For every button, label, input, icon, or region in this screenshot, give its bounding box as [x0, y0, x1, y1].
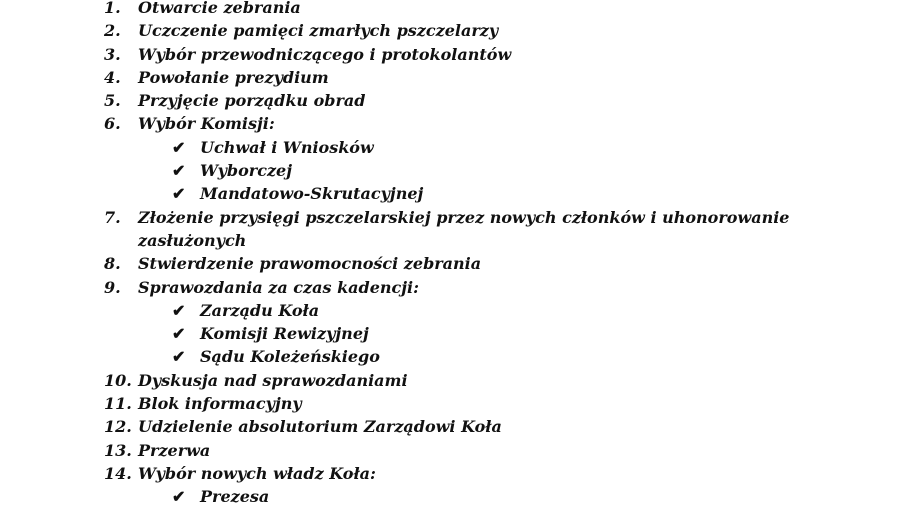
item-number: 7.	[104, 207, 121, 227]
item-text: Dyskusja nad sprawozdaniami	[138, 370, 408, 390]
checkmark-icon: ✔	[172, 347, 186, 367]
item-text: Przerwa	[138, 440, 211, 460]
checkmark-icon: ✔	[172, 300, 186, 320]
sub-item	[0, 345, 900, 368]
item-number: 1.	[104, 0, 121, 17]
sub-item-text: Komisji Rewizyjnej	[200, 324, 369, 344]
item-number: 13.	[104, 440, 132, 460]
item-text: Stwierdzenie prawomocności zebrania	[138, 254, 482, 274]
agenda-item-7	[0, 206, 900, 229]
agenda-item-10	[0, 369, 900, 392]
item-text-line-1: Złożenie przysięgi pszczelarskiej przez nowych członków i uhonorowanie	[138, 207, 790, 227]
sub-item	[0, 322, 900, 345]
sub-item	[0, 299, 900, 322]
item-text: Przyjęcie porządku obrad	[138, 91, 366, 111]
agenda-item-4	[0, 66, 900, 89]
item-number: 9.	[104, 277, 121, 297]
item-number: 14.	[104, 463, 132, 483]
sub-item	[0, 485, 900, 508]
sub-item-text: Mandatowo-Skrutacyjnej	[200, 184, 424, 204]
agenda-item-11	[0, 392, 900, 415]
agenda-item-6	[0, 112, 900, 135]
item-number: 10.	[104, 370, 132, 390]
sub-item-text: Zarządu Koła	[200, 300, 320, 320]
item-text: Otwarcie zebrania	[138, 0, 301, 17]
agenda-item-7-continued	[0, 229, 900, 252]
item-text: Blok informacyjny	[138, 394, 302, 414]
sub-item-text: Prezesa	[200, 487, 270, 507]
sub-item	[0, 136, 900, 159]
agenda-item-13	[0, 439, 900, 462]
item-number: 11.	[104, 394, 132, 414]
item-number: 5.	[104, 91, 121, 111]
agenda-item-9	[0, 276, 900, 299]
item-number: 6.	[104, 114, 121, 134]
checkmark-icon: ✔	[172, 324, 186, 344]
agenda-item-14	[0, 462, 900, 485]
item-number: 12.	[104, 417, 132, 437]
item-text: Wybór przewodniczącego i protokolantów	[138, 44, 512, 64]
item-text: Sprawozdania za czas kadencji:	[138, 277, 420, 297]
item-text: Uczczenie pamięci zmarłych pszczelarzy	[138, 21, 499, 41]
checkmark-icon: ✔	[172, 487, 186, 507]
item-text: Wybór Komisji:	[138, 114, 275, 134]
item-number: 8.	[104, 254, 121, 274]
item-number: 2.	[104, 21, 121, 41]
sub-item-text: Sądu Koleżeńskiego	[200, 347, 380, 367]
checkmark-icon: ✔	[172, 161, 186, 181]
item-number: 4.	[104, 67, 121, 87]
checkmark-icon: ✔	[172, 184, 186, 204]
agenda-item-5	[0, 89, 900, 112]
agenda-item-2	[0, 19, 900, 42]
sub-item	[0, 182, 900, 205]
item-number: 3.	[104, 44, 121, 64]
agenda-item-3	[0, 43, 900, 66]
checkmark-icon: ✔	[172, 137, 186, 157]
sub-item-text: Wyborczej	[200, 161, 292, 181]
sub-item	[0, 159, 900, 182]
item-text: Powołanie prezydium	[138, 67, 329, 87]
sub-item-text: Uchwał i Wniosków	[200, 137, 374, 157]
agenda-item-8	[0, 252, 900, 275]
agenda-item-12	[0, 415, 900, 438]
item-text-line-2: zasłużonych	[138, 230, 247, 250]
item-text: Wybór nowych władz Koła:	[138, 463, 376, 483]
item-text: Udzielenie absolutorium Zarządowi Koła	[138, 417, 502, 437]
agenda-item-1	[0, 0, 900, 19]
